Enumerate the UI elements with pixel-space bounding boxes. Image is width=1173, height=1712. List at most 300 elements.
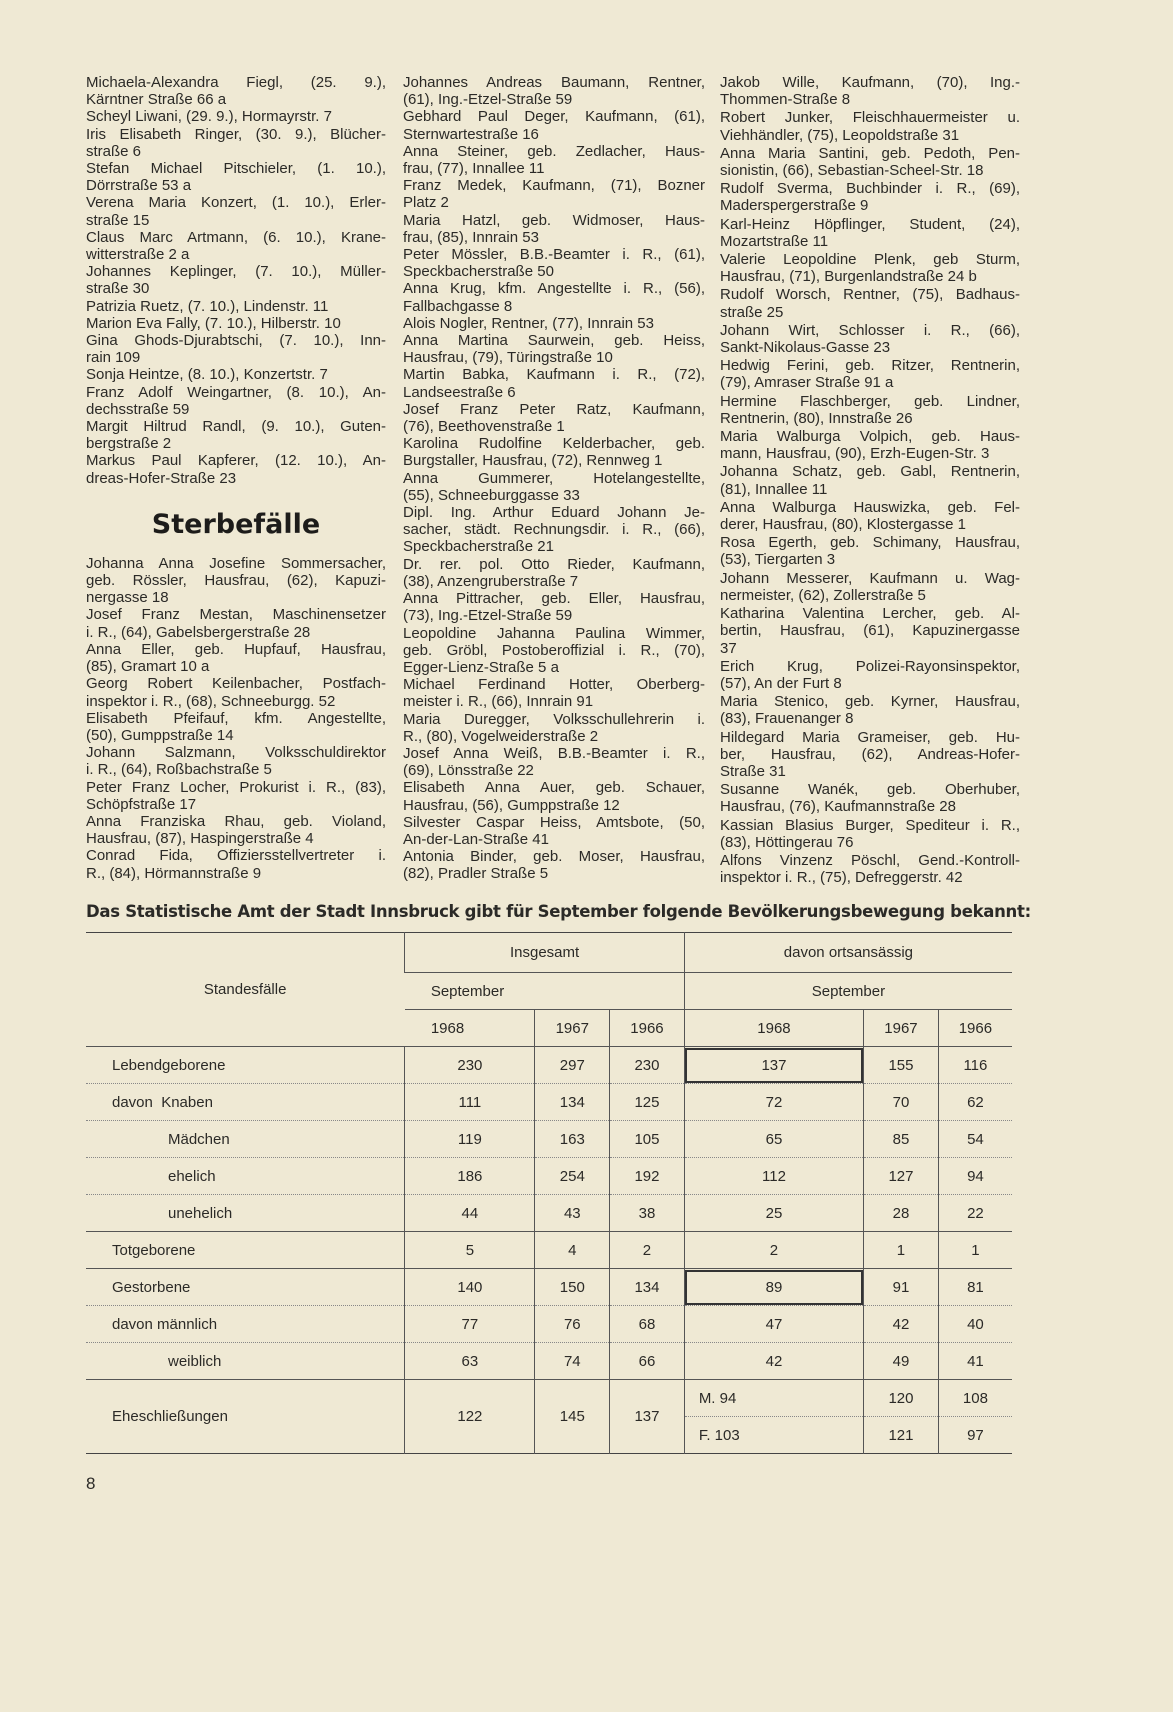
deaths-list-3 <box>720 74 1020 887</box>
entry-line: Patrizia Ruetz, (7. 10.), Lindenstr. 11 <box>86 297 329 315</box>
column-1 <box>86 74 386 882</box>
cell: 5 <box>405 1232 535 1269</box>
cell: 186 <box>405 1158 535 1195</box>
cell: 140 <box>405 1269 535 1306</box>
entry-line: Susanne Wanék, geb. Oberhuber, <box>720 781 1020 799</box>
entry-line: Robert Junker, Fleischhauermeister u. <box>720 109 1020 127</box>
list-entry <box>403 143 705 177</box>
cell: 155 <box>864 1047 939 1084</box>
cell: 192 <box>610 1158 685 1195</box>
deaths-list-1 <box>86 555 386 882</box>
deaths-list-2 <box>403 74 705 883</box>
list-entry <box>403 401 705 435</box>
list-entry <box>86 813 386 847</box>
entry-line: (82), Pradler Straße 5 <box>403 865 549 883</box>
cell: 47 <box>684 1306 863 1343</box>
entry-line: Erich Krug, Polizei-Rayonsinspektor, <box>720 657 1020 675</box>
entry-line: (38), Anzengruberstraße 7 <box>403 572 579 590</box>
cell: 150 <box>535 1269 610 1306</box>
entry-line: sacher, städt. Rechnungsdir. i. R., (66), <box>403 521 705 539</box>
entry-line: straße 30 <box>86 280 150 298</box>
entry-line: Fallbachgasse 8 <box>403 297 513 315</box>
list-entry <box>720 428 1020 462</box>
cell: 230 <box>405 1047 535 1084</box>
row-label: Gestorbene <box>86 1269 405 1306</box>
month-header: September <box>405 973 684 1010</box>
list-entry <box>403 848 705 882</box>
list-entry <box>403 435 705 469</box>
list-entry <box>403 590 705 624</box>
cell: 120 <box>864 1380 939 1417</box>
entry-line: Sankt-Nikolaus-Gasse 23 <box>720 339 891 357</box>
entry-line: Anna Gummerer, Hotelangestellte, <box>403 469 705 487</box>
entry-line: R., (84), Hörmannstraße 9 <box>86 864 262 882</box>
row-header: Standesfälle <box>86 933 405 1047</box>
entry-line: Platz 2 <box>403 194 449 212</box>
entry-line: Anna Pittracher, geb. Eller, Hausfrau, <box>403 590 705 608</box>
entry-line: (76), Beethovenstraße 1 <box>403 418 565 436</box>
list-entry <box>403 745 705 779</box>
list-entry <box>86 744 386 778</box>
entry-line: nermeister, (62), Zollerstraße 5 <box>720 586 926 604</box>
list-entry <box>86 710 386 744</box>
list-entry <box>86 452 386 486</box>
cell: 28 <box>864 1195 939 1232</box>
cell: 41 <box>938 1343 1012 1380</box>
cell: 134 <box>610 1269 685 1306</box>
entry-line: (55), Schneeburggasse 33 <box>403 486 580 504</box>
list-entry <box>86 194 386 228</box>
entry-line: Maria Hatzl, geb. Widmoser, Haus- <box>403 211 705 229</box>
cell: F. 103 <box>684 1417 863 1454</box>
entry-line: Egger-Lienz-Straße 5 a <box>403 658 559 676</box>
row-label: ehelich <box>86 1158 405 1195</box>
entry-line: bergstraße 2 <box>86 435 172 453</box>
entry-line: Gina Ghods-Djurabtschi, (7. 10.), Inn- <box>86 332 386 350</box>
list-entry <box>86 160 386 194</box>
cell: 63 <box>405 1343 535 1380</box>
entry-line: inspektor i. R., (68), Schneeburgg. 52 <box>86 692 336 710</box>
entry-line: Viehhändler, (75), Leopoldstraße 31 <box>720 126 960 144</box>
cell: 25 <box>684 1195 863 1232</box>
entry-line: Stefan Michael Pitschieler, (1. 10.), <box>86 160 386 178</box>
cell: 137 <box>610 1380 685 1454</box>
entry-line: Kärntner Straße 66 a <box>86 91 227 109</box>
row-label: Mädchen <box>86 1121 405 1158</box>
entry-line: Maria Walburga Volpich, geb. Haus- <box>720 428 1020 446</box>
row-label: unehelich <box>86 1195 405 1232</box>
cell: 94 <box>938 1158 1012 1195</box>
entry-line: frau, (77), Innallee 11 <box>403 160 545 178</box>
list-entry <box>720 109 1020 143</box>
cell: 2 <box>684 1232 863 1269</box>
entry-line: (85), Gramart 10 a <box>86 658 210 676</box>
entry-line: Franz Medek, Kaufmann, (71), Bozner <box>403 177 705 195</box>
list-entry <box>403 711 705 745</box>
list-entry <box>86 675 386 709</box>
list-entry <box>720 658 1020 692</box>
cell: 70 <box>864 1084 939 1121</box>
entry-line: Hausfrau, (79), Türingstraße 10 <box>403 349 613 367</box>
table-row <box>86 1084 1012 1121</box>
table-row <box>86 1306 1012 1343</box>
list-entry <box>86 366 386 383</box>
list-entry <box>403 779 705 813</box>
entry-line: Silvester Caspar Heiss, Amtsbote, (50, <box>403 813 705 831</box>
entry-line: Burgstaller, Hausfrau, (72), Rennweg 1 <box>403 452 663 470</box>
list-entry <box>86 332 386 366</box>
entry-line: Johann Wirt, Schlosser i. R., (66), <box>720 321 1020 339</box>
list-entry <box>403 556 705 590</box>
cell: 44 <box>405 1195 535 1232</box>
entry-line: Hedwig Ferini, geb. Ritzer, Rentnerin, <box>720 357 1020 375</box>
entry-line: Maderspergerstraße 9 <box>720 197 869 215</box>
entry-line: Franz Adolf Weingartner, (8. 10.), An- <box>86 383 386 401</box>
entry-line: Johann Salzmann, Volksschuldirektor <box>86 744 386 762</box>
list-entry <box>720 322 1020 356</box>
group-header-total: Insgesamt <box>405 933 684 973</box>
entry-line: Mozartstraße 11 <box>720 232 829 250</box>
entry-line: dreas-Hofer-Straße 23 <box>86 469 237 487</box>
entry-line: Gebhard Paul Deger, Kaufmann, (61), <box>403 108 705 126</box>
cell: 68 <box>610 1306 685 1343</box>
entry-line: inspektor i. R., (75), Defreggerstr. 42 <box>720 869 963 887</box>
entry-line: geb. Gröbl, Postoberoffizial i. R., (70), <box>403 641 705 659</box>
entry-line: Maria Stenico, geb. Kyrner, Hausfrau, <box>720 693 1020 711</box>
cell: 91 <box>864 1269 939 1306</box>
list-entry <box>720 145 1020 179</box>
entry-line: Conrad Fida, Offiziersstellvertreter i. <box>86 847 386 865</box>
entry-line: Landseestraße 6 <box>403 383 516 401</box>
list-entry <box>86 555 386 607</box>
entry-line: i. R., (64), Roßbachstraße 5 <box>86 761 272 779</box>
cell: 97 <box>938 1417 1012 1454</box>
row-label: davon männlich <box>86 1306 405 1343</box>
list-entry <box>720 570 1020 604</box>
cell: 134 <box>535 1084 610 1121</box>
entry-line: bertin, Hausfrau, (61), Kapuzinergasse <box>720 622 1020 640</box>
list-entry <box>720 463 1020 497</box>
entry-line: frau, (85), Innrain 53 <box>403 228 539 246</box>
cell: 122 <box>405 1380 535 1454</box>
entry-line: Peter Mössler, B.B.-Beamter i. R., (61), <box>403 246 705 264</box>
cell: 4 <box>535 1232 610 1269</box>
list-entry <box>403 625 705 677</box>
entry-line: An-der-Lan-Straße 41 <box>403 830 549 848</box>
cell: 145 <box>535 1380 610 1454</box>
entry-line: Speckbacherstraße 50 <box>403 263 554 281</box>
entry-line: nergasse 18 <box>86 589 169 607</box>
list-entry <box>720 605 1020 657</box>
year-header: 1967 <box>535 1010 610 1047</box>
entry-line: sionistin, (66), Sebastian-Scheel-Str. 18 <box>720 162 984 180</box>
cell: 22 <box>938 1195 1012 1232</box>
entry-line: Margit Hiltrud Randl, (9. 10.), Guten- <box>86 418 386 436</box>
entry-line: ber, Hausfrau, (62), Andreas-Hofer- <box>720 745 1020 763</box>
cell: 127 <box>864 1158 939 1195</box>
row-label: Lebendgeborene <box>86 1047 405 1084</box>
births-list <box>86 74 386 487</box>
cell: 74 <box>535 1343 610 1380</box>
entry-line: rain 109 <box>86 349 141 367</box>
entry-line: Valerie Leopoldine Plenk, geb Sturm, <box>720 251 1020 269</box>
entry-line: Rudolf Sverma, Buchbinder i. R., (69), <box>720 180 1020 198</box>
list-entry <box>403 177 705 211</box>
entry-line: Hausfrau, (87), Haspingerstraße 4 <box>86 830 314 848</box>
entry-line: Anna Martina Saurwein, geb. Heiss, <box>403 332 705 350</box>
list-entry <box>403 814 705 848</box>
entry-line: Maria Duregger, Volksschullehrerin i. <box>403 710 705 728</box>
list-entry <box>86 229 386 263</box>
year-header: 1967 <box>864 1010 939 1047</box>
cell: 230 <box>610 1047 685 1084</box>
entry-line: Anna Walburga Hauswizka, geb. Fel- <box>720 498 1020 516</box>
cell: 108 <box>938 1380 1012 1417</box>
year-header: 1968 <box>405 1010 535 1047</box>
entry-line: Johann Messerer, Kaufmann u. Wag- <box>720 569 1020 587</box>
entry-line: straße 25 <box>720 303 784 321</box>
list-entry <box>403 108 705 142</box>
entry-line: Josef Anna Weiß, B.B.-Beamter i. R., <box>403 744 705 762</box>
entry-line: Dr. rer. pol. Otto Rieder, Kaufmann, <box>403 555 705 573</box>
list-entry <box>86 641 386 675</box>
cell: 40 <box>938 1306 1012 1343</box>
entry-line: (61), Ing.-Etzel-Straße 59 <box>403 91 573 109</box>
list-entry <box>720 499 1020 533</box>
row-label: davon Knaben <box>86 1084 405 1121</box>
entry-line: (69), Lönsstraße 22 <box>403 762 534 780</box>
entry-line: (79), Amraser Straße 91 a <box>720 374 894 392</box>
table-row <box>86 1195 1012 1232</box>
entry-line: (57), An der Furt 8 <box>720 674 842 692</box>
list-entry <box>720 693 1020 727</box>
cell: 137 <box>684 1047 863 1084</box>
entry-line: geb. Rössler, Hausfrau, (62), Kapuzi- <box>86 572 386 590</box>
entry-line: Hermine Flaschberger, geb. Lindner, <box>720 392 1020 410</box>
entry-line: Peter Franz Locher, Prokurist i. R., (83), <box>86 778 386 796</box>
entry-line: Straße 31 <box>720 762 786 780</box>
entry-line: Anna Maria Santini, geb. Pedoth, Pen- <box>720 144 1020 162</box>
entry-line: Claus Marc Artmann, (6. 10.), Krane- <box>86 228 386 246</box>
cell: 66 <box>610 1343 685 1380</box>
entry-line: witterstraße 2 a <box>86 246 190 264</box>
cell: 72 <box>684 1084 863 1121</box>
list-entry <box>403 676 705 710</box>
entry-line: (53), Tiergarten 3 <box>720 551 836 569</box>
entry-line: Katharina Valentina Lercher, geb. Al- <box>720 605 1020 623</box>
cell: 1 <box>938 1232 1012 1269</box>
list-entry <box>86 108 386 125</box>
entry-line: Johanna Anna Josefine Sommersacher, <box>86 554 386 572</box>
entry-line: Karolina Rudolfine Kelderbacher, geb. <box>403 435 705 453</box>
entry-line: straße 6 <box>86 142 142 160</box>
entry-line: Antonia Binder, geb. Moser, Hausfrau, <box>403 848 705 866</box>
cell: 76 <box>535 1306 610 1343</box>
cell: 77 <box>405 1306 535 1343</box>
list-entry <box>403 332 705 366</box>
table-row <box>86 1232 1012 1269</box>
cell: 42 <box>684 1343 863 1380</box>
entry-line: Josef Franz Peter Ratz, Kaufmann, <box>403 400 705 418</box>
table-row <box>86 1158 1012 1195</box>
entry-line: Rentnerin, (80), Innstraße 26 <box>720 409 913 427</box>
list-entry <box>720 781 1020 815</box>
cell: 112 <box>684 1158 863 1195</box>
list-entry <box>86 847 386 881</box>
entry-line: Hausfrau, (71), Burgenlandstraße 24 b <box>720 268 977 286</box>
page-number: 8 <box>86 1474 96 1493</box>
entry-line: Anna Steiner, geb. Zedlacher, Haus- <box>403 142 705 160</box>
entry-line: (73), Ing.-Etzel-Straße 59 <box>403 607 573 625</box>
cell: 119 <box>405 1121 535 1158</box>
list-entry <box>720 393 1020 427</box>
cell: 111 <box>405 1084 535 1121</box>
month-header: September <box>684 973 1012 1010</box>
entry-line: Rudolf Worsch, Rentner, (75), Badhaus- <box>720 286 1020 304</box>
entry-line: (83), Höttingerau 76 <box>720 833 854 851</box>
list-entry <box>86 126 386 160</box>
entry-line: Dipl. Ing. Arthur Eduard Johann Je- <box>403 504 705 522</box>
list-entry <box>720 286 1020 320</box>
entry-line: (83), Frauenanger 8 <box>720 710 854 728</box>
entry-line: Johanna Schatz, geb. Gabl, Rentnerin, <box>720 463 1020 481</box>
list-entry <box>720 216 1020 250</box>
entry-line: Sonja Heintze, (8. 10.), Konzertstr. 7 <box>86 366 328 384</box>
table-row <box>86 1121 1012 1158</box>
list-entry <box>86 74 386 108</box>
entry-line: Elisabeth Pfeifauf, kfm. Angestellte, <box>86 709 386 727</box>
entry-line: i. R., (64), Gabelsbergerstraße 28 <box>86 623 311 641</box>
entry-line: (50), Gumppstraße 14 <box>86 726 234 744</box>
cell: 1 <box>864 1232 939 1269</box>
group-header-resident: davon ortsansässig <box>684 933 1012 973</box>
cell: 89 <box>684 1269 863 1306</box>
list-entry <box>403 212 705 246</box>
cell: 81 <box>938 1269 1012 1306</box>
entry-line: meister i. R., (66), Innrain 91 <box>403 693 594 711</box>
list-entry <box>86 606 386 640</box>
entry-line: mann, Hausfrau, (90), Erzh-Eugen-Str. 3 <box>720 445 990 463</box>
entry-line: Anna Eller, geb. Hupfauf, Hausfrau, <box>86 640 386 658</box>
cell: 254 <box>535 1158 610 1195</box>
section-title-deaths: Sterbefälle <box>151 508 321 540</box>
list-entry <box>86 263 386 297</box>
entry-line: derer, Hausfrau, (80), Klostergasse 1 <box>720 516 966 534</box>
list-entry <box>86 315 386 332</box>
entry-line: Leopoldine Jahanna Paulina Wimmer, <box>403 624 705 642</box>
list-entry <box>720 534 1020 568</box>
entry-line: Schöpfstraße 17 <box>86 795 197 813</box>
entry-line: Johannes Keplinger, (7. 10.), Müller- <box>86 263 386 281</box>
entry-line: Iris Elisabeth Ringer, (30. 9.), Blücher- <box>86 125 386 143</box>
cell: 105 <box>610 1121 685 1158</box>
cell: M. 94 <box>684 1380 863 1417</box>
entry-line: Marion Eva Fally, (7. 10.), Hilberstr. 10 <box>86 314 341 332</box>
list-entry <box>720 74 1020 108</box>
row-label: Totgeborene <box>86 1232 405 1269</box>
year-header: 1966 <box>610 1010 685 1047</box>
entry-line: Hausfrau, (76), Kaufmannstraße 28 <box>720 798 956 816</box>
row-label: Eheschließungen <box>86 1380 405 1454</box>
entry-line: Hildegard Maria Grameiser, geb. Hu- <box>720 728 1020 746</box>
cell: 297 <box>535 1047 610 1084</box>
year-header: 1968 <box>684 1010 863 1047</box>
cell: 49 <box>864 1343 939 1380</box>
entry-line: Elisabeth Anna Auer, geb. Schauer, <box>403 779 705 797</box>
list-entry <box>720 817 1020 851</box>
cell: 54 <box>938 1121 1012 1158</box>
entry-line: Markus Paul Kapferer, (12. 10.), An- <box>86 452 386 470</box>
cell: 116 <box>938 1047 1012 1084</box>
entry-line: Hausfrau, (56), Gumppstraße 12 <box>403 796 620 814</box>
list-entry <box>86 418 386 452</box>
cell: 43 <box>535 1195 610 1232</box>
table-row <box>86 1343 1012 1380</box>
list-entry <box>403 504 705 556</box>
list-entry <box>403 470 705 504</box>
entry-line: dechsstraße 59 <box>86 400 190 418</box>
cell: 65 <box>684 1121 863 1158</box>
cell: 163 <box>535 1121 610 1158</box>
entry-line: Kassian Blasius Burger, Spediteur i. R., <box>720 816 1020 834</box>
row-label: weiblich <box>86 1343 405 1380</box>
entry-line: Alfons Vinzenz Pöschl, Gend.-Kontroll- <box>720 851 1020 869</box>
entry-line: (81), Innallee 11 <box>720 480 828 498</box>
list-entry <box>720 729 1020 781</box>
table-title: Das Statistische Amt der Stadt Innsbruck gibt für September folgende Bevölkerungsbewegung bekannt: <box>86 902 1031 921</box>
entry-line: Scheyl Liwani, (29. 9.), Hormayrstr. 7 <box>86 108 332 126</box>
cell: 121 <box>864 1417 939 1454</box>
entry-line: Speckbacherstraße 21 <box>403 538 554 556</box>
table-row <box>86 1269 1012 1306</box>
entry-line: straße 15 <box>86 211 150 229</box>
entry-line: Georg Robert Keilenbacher, Postfach- <box>86 675 386 693</box>
list-entry <box>86 298 386 315</box>
entry-line: Anna Krug, kfm. Angestellte i. R., (56), <box>403 280 705 298</box>
entry-line: Michael Ferdinand Hotter, Oberberg- <box>403 676 705 694</box>
entry-line: Jakob Wille, Kaufmann, (70), Ing.- <box>720 74 1020 91</box>
entry-line: Alois Nogler, Rentner, (77), Innrain 53 <box>403 314 654 332</box>
population-table <box>86 932 1012 1454</box>
cell: 2 <box>610 1232 685 1269</box>
entry-line: Johannes Andreas Baumann, Rentner, <box>403 74 705 91</box>
cell: 38 <box>610 1195 685 1232</box>
entry-line: Rosa Egerth, geb. Schimany, Hausfrau, <box>720 534 1020 552</box>
list-entry <box>403 280 705 314</box>
list-entry <box>403 315 705 332</box>
table-row <box>86 1047 1012 1084</box>
list-entry <box>403 74 705 108</box>
list-entry <box>720 357 1020 391</box>
entry-line: R., (80), Vogelweiderstraße 2 <box>403 727 599 745</box>
cell: 85 <box>864 1121 939 1158</box>
list-entry <box>403 366 705 400</box>
entry-line: Anna Franziska Rhau, geb. Violand, <box>86 812 386 830</box>
entry-line: Josef Franz Mestan, Maschinensetzer <box>86 606 386 624</box>
entry-line: Verena Maria Konzert, (1. 10.), Erler- <box>86 194 386 212</box>
cell: 42 <box>864 1306 939 1343</box>
entry-line: Sternwartestraße 16 <box>403 125 539 143</box>
entry-line: Martin Babka, Kaufmann i. R., (72), <box>403 366 705 384</box>
list-entry <box>403 246 705 280</box>
list-entry <box>720 852 1020 886</box>
entry-line: Michaela-Alexandra Fiegl, (25. 9.), <box>86 74 386 91</box>
entry-line: Dörrstraße 53 a <box>86 177 192 195</box>
list-entry <box>86 384 386 418</box>
cell: 125 <box>610 1084 685 1121</box>
year-header: 1966 <box>938 1010 1012 1047</box>
entry-line: Karl-Heinz Höpflinger, Student, (24), <box>720 215 1020 233</box>
